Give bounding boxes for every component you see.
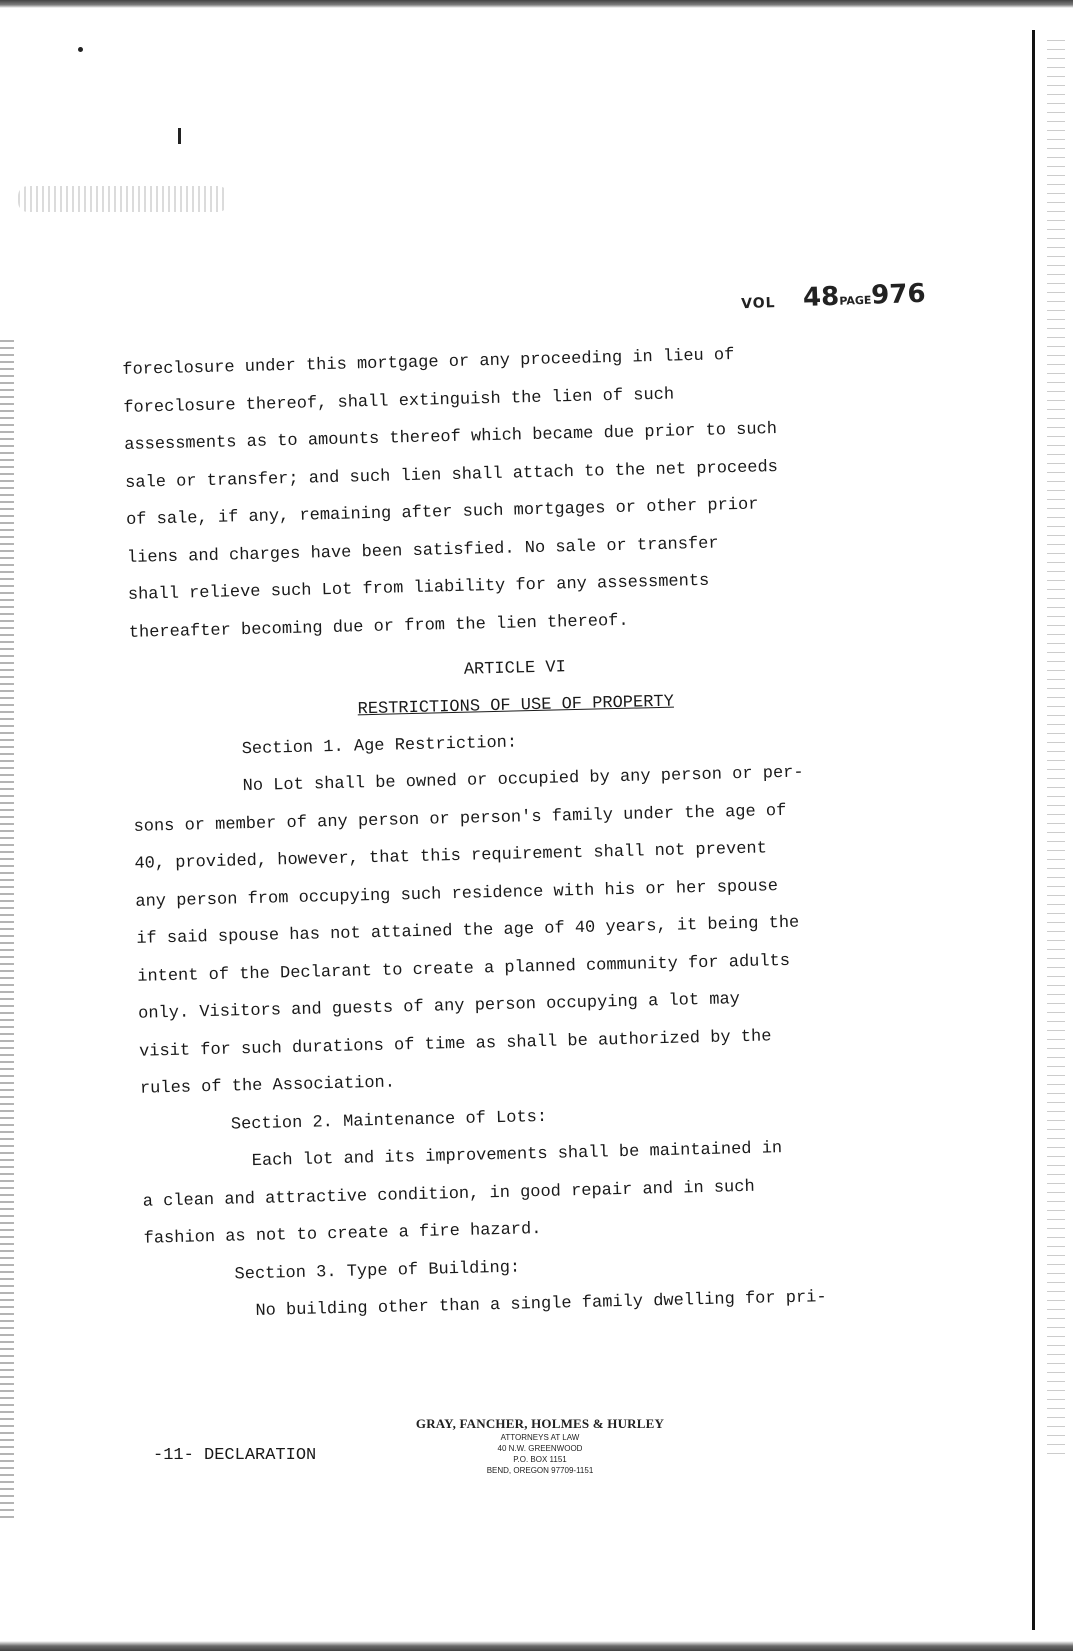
paragraph-line: foreclosure under this mortgage or any proceeding in lieu of: [122, 346, 735, 380]
scan-edge-bottom: [0, 1641, 1073, 1651]
firm-address-line: 40 N.W. GREENWOOD: [497, 1444, 583, 1453]
paragraph-line: thereafter becoming due or from the lien thereof.: [128, 611, 629, 643]
scan-mark: [178, 128, 181, 144]
section-heading: Section 2. Maintenance of Lots:: [230, 1107, 548, 1135]
section-line: only. Visitors and guests of any person occupying a lot may: [137, 990, 741, 1024]
section-line: No Lot shall be owned or occupied by any person or per-: [242, 763, 804, 797]
section-line: sons or member of any person or person's family under the age of: [133, 801, 787, 837]
section-line: Each lot and its improvements shall be maintained in: [251, 1139, 783, 1172]
section-line: if said spouse has not attained the age of 40 years, it being the: [136, 913, 800, 949]
volume-page-stamp: [741, 279, 927, 315]
section-line: fashion as not to create a fire hazard.: [143, 1220, 542, 1249]
vol-label: VOL: [740, 295, 776, 313]
firm-address-line: BEND, OREGON 97709-1151: [486, 1466, 594, 1475]
scan-edge-right: [1047, 40, 1065, 1460]
volume-number: 48: [802, 281, 840, 314]
scan-edge-top: [0, 0, 1073, 8]
scan-edge-right-bar: [1032, 30, 1035, 1630]
article-title-text: RESTRICTIONS OF USE OF PROPERTY: [357, 692, 675, 719]
section-heading: Section 3. Type of Building:: [234, 1258, 521, 1285]
section-line: rules of the Association.: [139, 1073, 396, 1099]
law-firm-block: [410, 1416, 670, 1476]
paragraph-line: liens and charges have been satisfied. No sale or transfer: [126, 533, 719, 568]
paragraph-line: assessments as to amounts thereof which became due prior to such: [124, 420, 778, 455]
page-number: 976: [870, 278, 927, 311]
article-heading: ARTICLE VI: [463, 658, 567, 680]
section-heading: Section 1. Age Restriction:: [241, 732, 518, 759]
firm-title: ATTORNEYS AT LAW: [500, 1433, 580, 1442]
footer-page-label: -11- DECLARATION: [153, 1446, 317, 1465]
firm-name: GRAY, FANCHER, HOLMES & HURLEY: [415, 1416, 665, 1431]
paragraph-line: of sale, if any, remaining after such mortgages or other prior: [125, 495, 759, 530]
section-line: visit for such durations of time as shall be authorized by the: [138, 1026, 772, 1062]
scan-speck: [78, 47, 83, 52]
document-body: [122, 333, 916, 1333]
section-line: 40, provided, however, that this requirement shall not prevent: [134, 839, 768, 874]
scan-smudge: [18, 186, 228, 212]
section-line: intent of the Declarant to create a planned community for adults: [137, 951, 791, 987]
section-line: a clean and attractive condition, in good repair and in such: [142, 1177, 755, 1212]
section-line: No building other than a single family dwelling for pri-: [255, 1288, 827, 1322]
paragraph-line: shall relieve such Lot from liability for any assessments: [127, 571, 710, 605]
scan-edge-left: [0, 340, 14, 1520]
firm-address-line: P.O. BOX 1151: [513, 1455, 567, 1464]
paragraph-line: sale or transfer; and such lien shall attach to the net proceeds: [124, 457, 779, 493]
section-line: any person from occupying such residence with his or her spouse: [135, 876, 779, 912]
paragraph-line: foreclosure thereof, shall extinguish the lien of such: [123, 385, 675, 418]
page-label: PAGE: [839, 293, 872, 308]
